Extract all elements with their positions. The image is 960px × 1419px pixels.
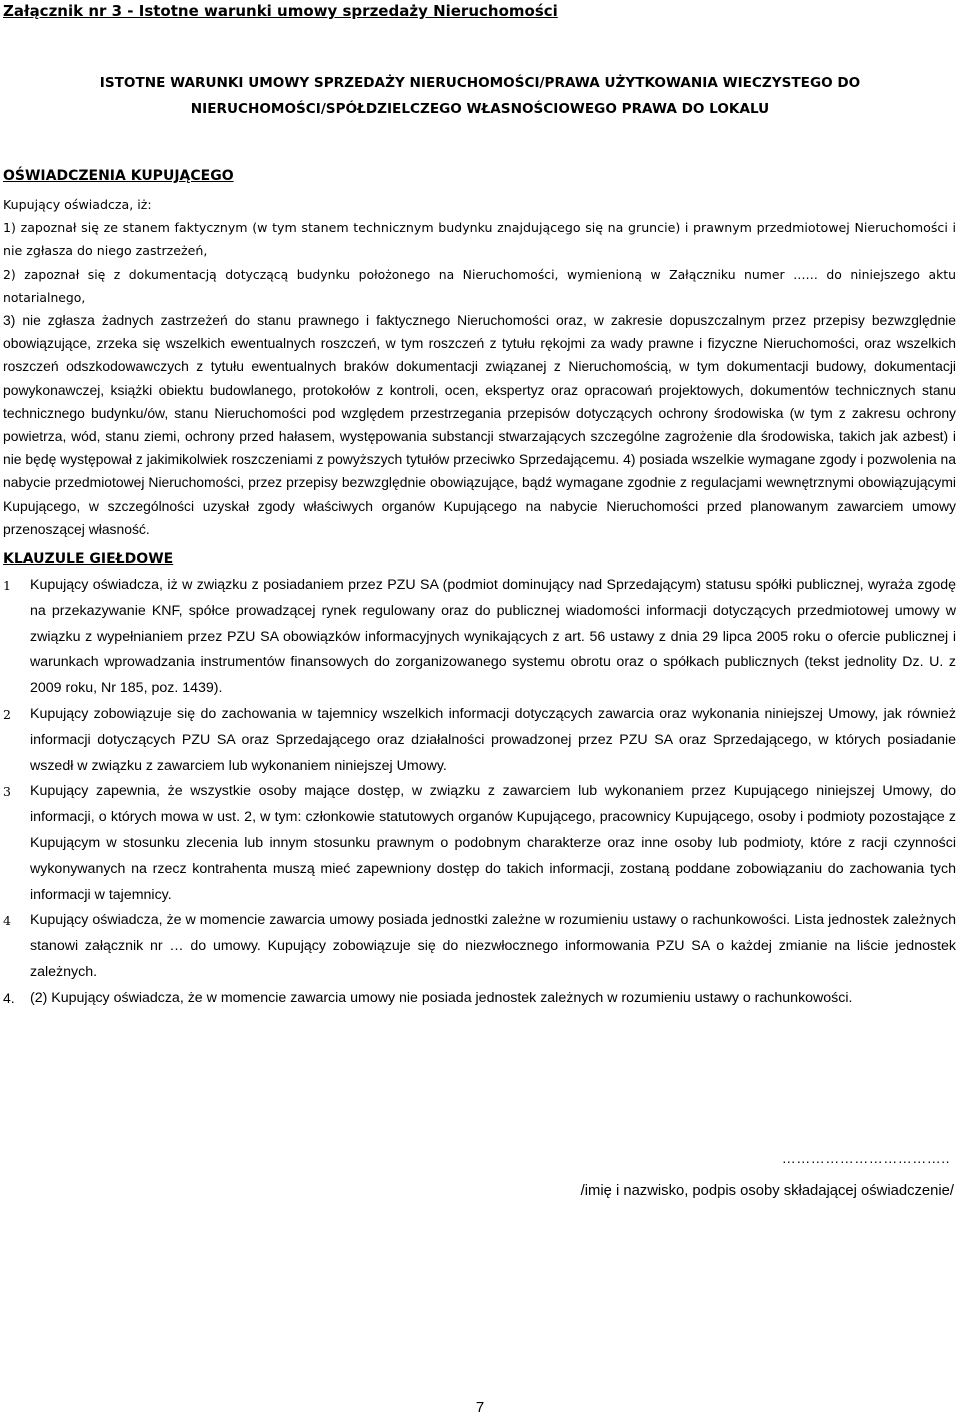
stock-clause-item — [3, 702, 956, 779]
stock-clause-text: Kupujący zobowiązuje się do zachowania w tajemnicy wszelkich informacji dotyczących zawarcia oraz wykonania niniejszej Umowy, jak również informacji dotyczących PZU SA oraz Sprzedającego oraz działalności prowadzonej przez PZU SA oraz Sprzedającego, w których posiadanie wszedł w związku z zawarciem lub wykonaniem niniejszej Umowy. — [30, 705, 956, 774]
annex-title: Załącznik nr 3 - Istotne warunki umowy sprzedaży Nieruchomości — [3, 2, 558, 20]
buyer-statement-item-3-text: 3) nie zgłasza żadnych zastrzeżeń do stanu prawnego i faktycznego Nieruchomości oraz, w zakresie dopuszczalnym przez przepisy bezwzględnie obowiązujące, zrzeka się wszelkich ewentualnych roszczeń, w tym roszczeń z tytułu rękojmi za wady prawne i fizyczne Nieruchomości, oraz wszelkich roszczeń odszkodowawczych z tytułu ewentualnych braków dokumentacji związanej z Nieruchomością, w tym dokumentacji budowy, dokumentacji powykonawczej, książki obiektu budowlanego, protokołów z kontroli, ocen, ekspertyz oraz opracowań projektowych, dokumentów technicznych stanu technicznego budynku/ów, stanu Nieruchomości pod względem przestrzegania przepisów dotyczących ochrony środowiska (w tym z zakresu ochrony powietrza, wód, stanu ziemi, ochrony przed hałasem, występowania substancji stwarzających szczególne zagrożenie dla środowiska, takich jak azbest) i nie będę występował z jakimikolwiek roszczeniami z powyższych tytułów przeciwko Sprzedającemu. — [3, 312, 956, 468]
stock-clause-number: 3 — [3, 784, 11, 800]
document-title — [0, 70, 960, 122]
stock-clause-item — [3, 986, 956, 1012]
signature-line: …………………………….. — [781, 1150, 950, 1166]
buyer-statements-intro: Kupujący oświadcza, iż: — [3, 197, 152, 212]
stock-clause-text: (2) Kupujący oświadcza, że w momencie zawarcia umowy nie posiada jednostek zależnych w rozumieniu ustawy o rachunkowości. — [30, 989, 853, 1006]
stock-clause-number: 1 — [3, 578, 11, 593]
buyer-statements-body — [3, 193, 956, 541]
stock-clause-number: 4. — [3, 989, 15, 1006]
document-title-line-1: ISTOTNE WARUNKI UMOWY SPRZEDAŻY NIERUCHOMOŚCI/PRAWA UŻYTKOWANIA WIECZYSTEGO DO — [99, 75, 861, 91]
stock-clause-text: Kupujący oświadcza, iż w związku z posiadaniem przez PZU SA (podmiot dominujący nad Sprzedającym) statusu spółki publicznej, wyraża zgodę na przekazywanie KNF, spółce prowadzącej rynek regulowany oraz do publicznej wiadomości informacji dotyczących przedmiotowej umowy w związku z wypełnianiem przez PZU SA obowiązków informacyjnych wynikających z art. 56 ustawy z dnia 29 lipca 2005 roku o ofercie publicznej i warunkach wprowadzania instrumentów finansowych do zorganizowanego systemu obrotu oraz o spółkach publicznych (tekst jednolity Dz. U. z 2009 roku, Nr 185, poz. 1439). — [30, 577, 956, 697]
stock-clause-number: 2 — [3, 706, 11, 722]
stock-clause-item — [3, 908, 956, 985]
stock-clause-item — [3, 779, 956, 908]
stock-clause-text: Kupujący zapewnia, że wszystkie osoby mające dostęp, w związku z zawarciem lub wykonaniem przez Kupującego niniejszej Umowy, do informacji, o których mowa w ust. 2, w tym: członkowie statutowych organów Kupującego, pracownicy Kupującego, osoby i podmioty pozostające z Kupującym w stosunku zlecenia lub innym stosunku prawnym o podobnym charakterze oraz inne osoby lub podmioty, które z racji czynności wykonywanych na rzecz kontrahenta muszą mieć zapewniony dostęp do takich informacji, zostaną poddane zobowiązaniu do zachowania tych informacji w tajemnicy. — [30, 783, 956, 903]
buyer-statement-item-3 — [3, 309, 956, 541]
buyer-statement-item-4-text: 4) posiada wszelkie wymagane zgody i pozwolenia na nabycie przedmiotowej Nieruchomości, przez przepisy bezwzględnie obowiązujące, bądź wymagane zgodnie z regulacjami wewnętrznymi obowiązującymi Kupującego, w szczególności uzyskał zgody właściwych organów Kupującego na nabycie Nieruchomości przed planowanym zawarciem umowy przenoszącej własność. — [3, 451, 956, 537]
buyer-statement-item-2: 2) zapoznał się z dokumentacją dotyczącą budynku położonego na Nieruchomości, wymienioną w Załączniku numer …… do niniejszego aktu notarialnego, — [3, 266, 956, 305]
stock-clause-number: 4 — [3, 913, 11, 929]
stock-clauses-heading: KLAUZULE GIEŁDOWE — [3, 551, 174, 567]
signature-caption: /imię i nazwisko, podpis osoby składającej oświadczenie/ — [580, 1183, 954, 1199]
buyer-statements-heading: OŚWIADCZENIA KUPUJĄCEGO — [3, 168, 234, 184]
stock-clauses-list — [3, 573, 956, 1012]
stock-clause-text: Kupujący oświadcza, że w momencie zawarcia umowy posiada jednostki zależne w rozumieniu ustawy o rachunkowości. Lista jednostek zależnych stanowi załącznik nr … do umowy. Kupujący zobowiązuje się do niezwłocznego informowania PZU SA o każdej zmianie na liście jednostek zależnych. — [30, 912, 956, 980]
stock-clause-item — [3, 573, 956, 702]
buyer-statement-item-1: 1) zapoznał się ze stanem faktycznym (w tym stanem technicznym budynku znajdującego się na gruncie) i prawnym przedmiotowej Nieruchomości i nie zgłasza do niego zastrzeżeń, — [3, 220, 956, 259]
page-number: 7 — [475, 1399, 485, 1416]
document-title-line-2: NIERUCHOMOŚCI/SPÓŁDZIELCZEGO WŁASNOŚCIOWEGO PRAWA DO LOKALU — [190, 101, 770, 117]
